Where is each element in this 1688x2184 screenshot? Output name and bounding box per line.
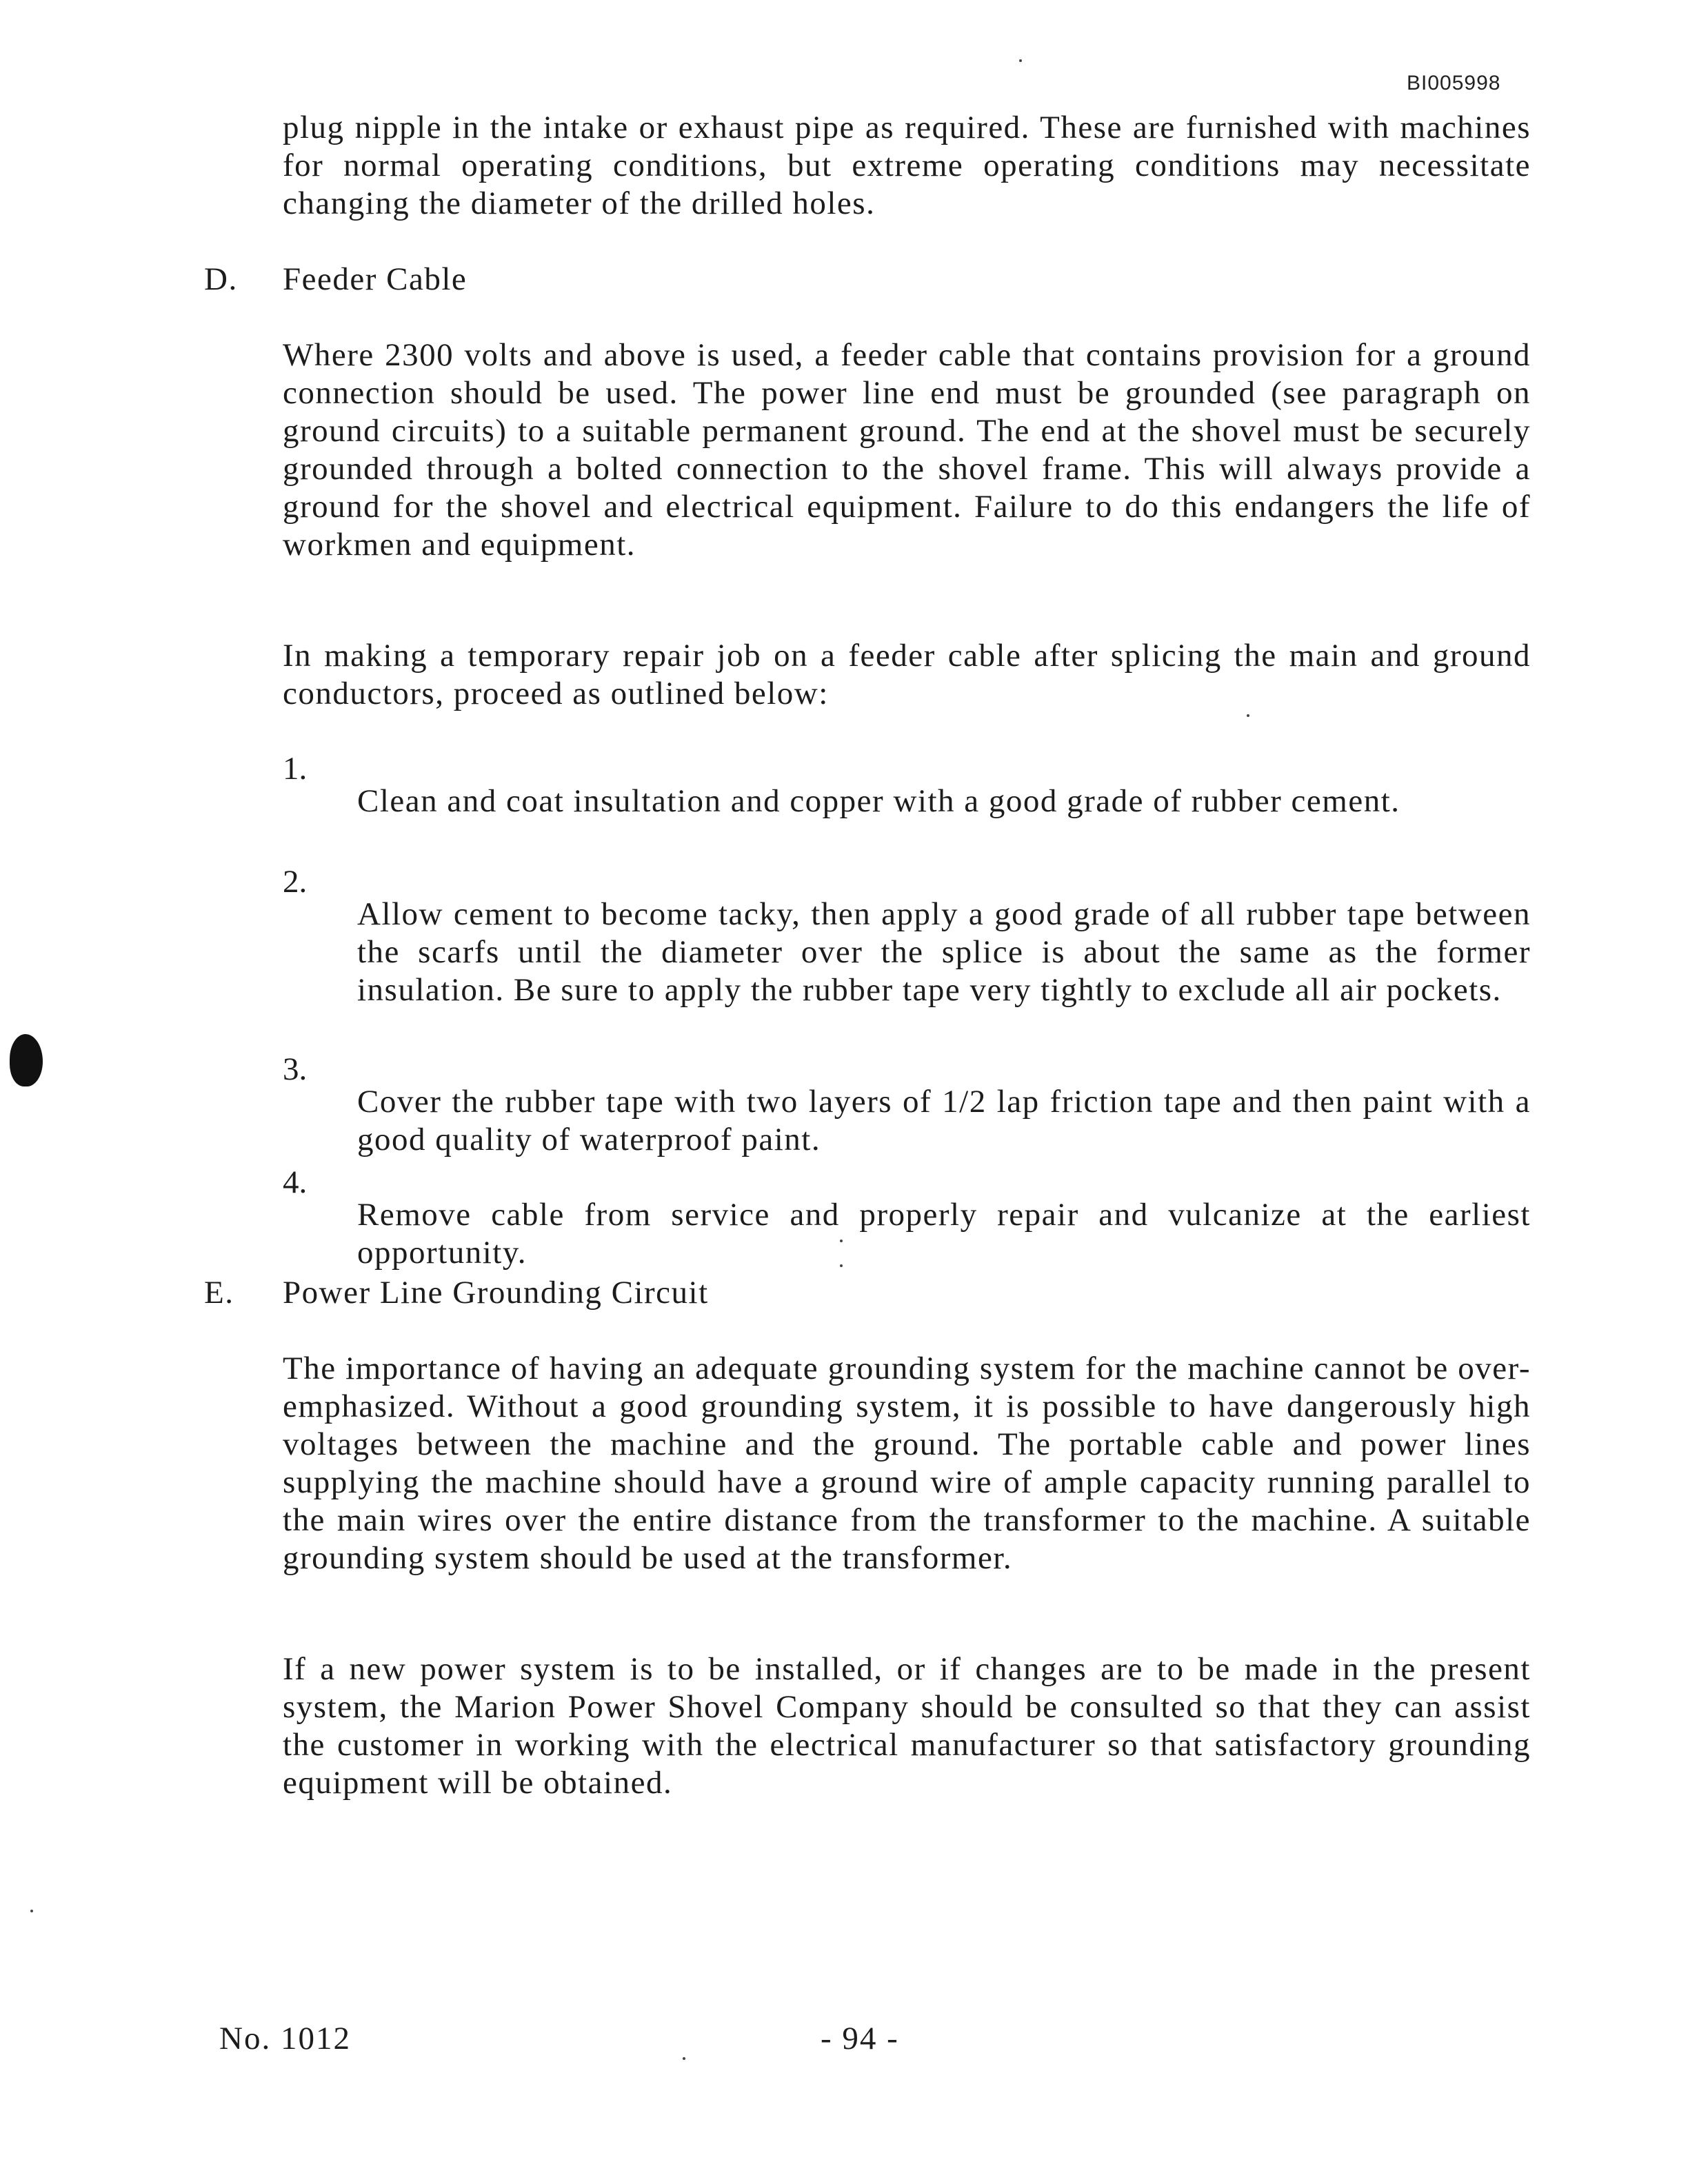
scan-speck [1247,714,1249,717]
step-text: Cover the rubber tape with two layers of 1/2 lap friction tape and then paint with a good quality of waterproof paint. [357,1084,1531,1157]
section-e-title: Power Line Grounding Circuit [283,1275,709,1311]
step-text: Remove cable from service and properly repair and vulcanize at the earliest opportunity. [357,1197,1531,1271]
step-text: Allow cement to become tacky, then apply a good grade of all rubber tape between the scarfs until the diameter over the splice is about the same as the former insulation. Be sure to apply the rubber tape very tightly to exclude all air pockets. [357,896,1531,1008]
punch-hole-mark [10,1034,43,1086]
step-item [283,863,1531,1042]
scan-speck [1019,59,1022,62]
section-d-paragraph-2-block [283,637,1531,713]
page-number: - 94 - [821,2021,899,2056]
step-number: 3. [283,1051,308,1087]
scan-speck [683,2057,685,2060]
section-d-paragraph-1-block [283,336,1531,564]
step-item [283,750,1531,853]
section-d-title: Feeder Cable [283,261,468,297]
step-number: 4. [283,1164,308,1200]
section-e-paragraph-1-block [283,1350,1531,1577]
intro-paragraph-block [283,109,1531,223]
section-e-paragraph-2-block [283,1650,1531,1802]
step-number: 1. [283,751,308,787]
section-e-paragraph-1: The importance of having an adequate grounding system for the machine cannot be over-emphasized. Without a good grounding system, it is possible to have dangerously high voltages between the machine and the ground. The portable cable and power lines supplying the machine should have a ground wire of ample capacity running parallel to the main wires over the entire distance from the transformer to the machine. A suitable grounding system should be used at the transformer. [283,1351,1531,1576]
section-d-paragraph-1: Where 2300 volts and above is used, a feeder cable that contains provision for a ground connection should be used. The power line end must be grounded (see paragraph on ground circuits) to a suitable permanent ground. The end at the shovel must be securely grounded through a bolted connection to the shovel frame. This will always provide a ground for the shovel and electrical equipment. Failure to do this endangers the life of workmen and equipment. [283,337,1531,563]
section-e-letter: E. [204,1275,234,1311]
step-number: 2. [283,864,308,900]
section-e-paragraph-2: If a new power system is to be installed, or if changes are to be made in the present system, the Marion Power Shovel Company should be consulted so that they can assist the customer in working with the electrical manufacturer so that satisfactory grounding equipment will be obtained. [283,1651,1531,1801]
section-d-letter: D. [204,261,238,297]
section-d-paragraph-2: In making a temporary repair job on a feeder cable after splicing the main and ground conductors, proceed as outlined below: [283,638,1531,711]
document-number: No. 1012 [219,2021,351,2056]
intro-paragraph: plug nipple in the intake or exhaust pipe as required. These are furnished with machines for normal operating conditions, but extreme operating conditions may necessitate changing the diameter of the drilled holes. [283,110,1531,221]
section-d-heading [204,261,467,299]
page-identifier: BI005998 [1407,72,1501,94]
section-e-heading [204,1274,709,1312]
scan-speck [30,1910,33,1912]
step-text: Clean and coat insultation and copper with a good grade of rubber cement. [357,783,1400,819]
